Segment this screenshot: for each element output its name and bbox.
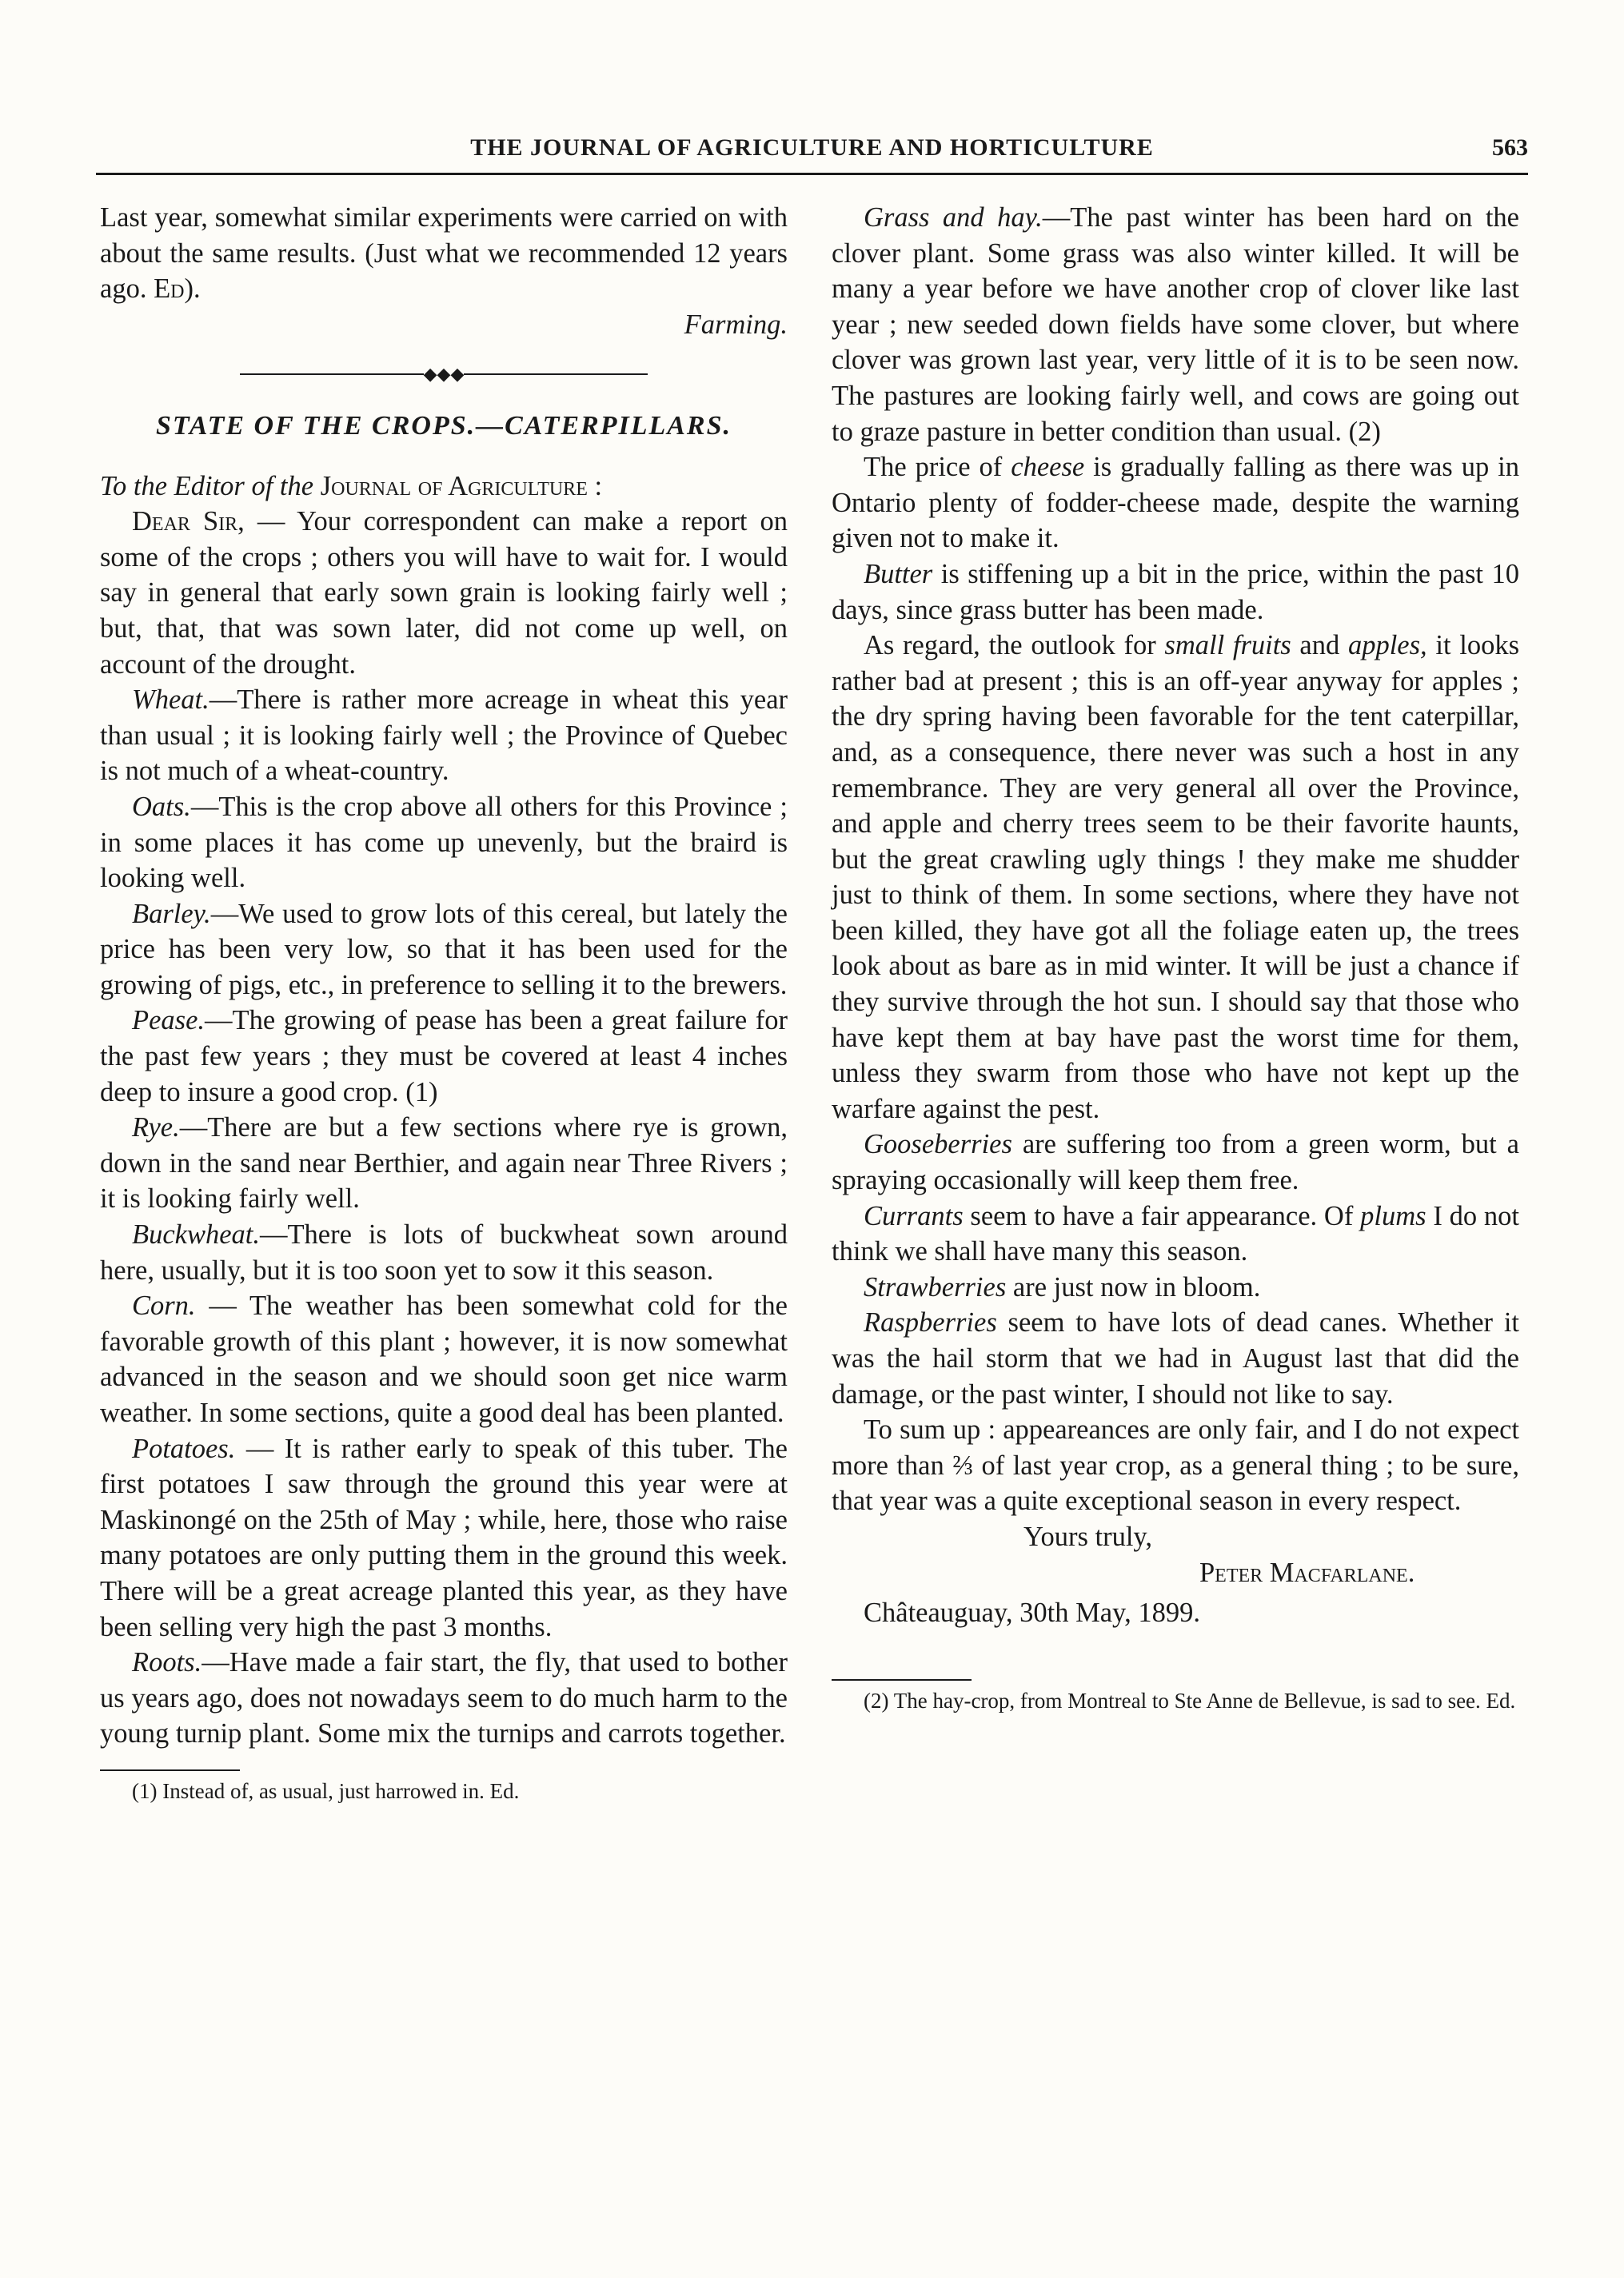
right-column: [832, 200, 1519, 1713]
running-header: [96, 128, 1528, 175]
summary-paragraph: To sum up : appeareances are only fair, and I do not expect more than ⅔ of last year crop, as a general thing ; to be sure, that year was a quite exceptional season in every respect.: [832, 1414, 1519, 1517]
page-number: 563: [1492, 134, 1528, 161]
ornamental-rule: ◆◆◆: [100, 353, 788, 393]
running-title: THE JOURNAL OF AGRICULTURE AND HORTICULTURE: [470, 134, 1154, 161]
place-date: Châteauguay, 30th May, 1899.: [864, 1598, 1200, 1629]
closing: Yours truly,: [1023, 1521, 1153, 1552]
pease-paragraph: Pease.—The growing of pease has been a great failure for the past few years ; they must be covered at least 4 inches deep to insure a good crop. (1): [100, 1005, 788, 1107]
buckwheat-paragraph: Buckwheat.—There is lots of buckwheat sown around here, usually, but it is too soon yet to sow it this season.: [100, 1219, 788, 1286]
barley-paragraph: Barley.—We used to grow lots of this cereal, but lately the price has been very low, so that it has been used for the growing of pigs, etc., in preference to selling it to the brewers.: [100, 898, 788, 1000]
roots-paragraph: Roots.—Have made a fair start, the fly, that used to bother us years ago, does not nowadays seem to do much harm to the young turnip plant. Some mix the turnips and carrots together.: [100, 1647, 788, 1749]
salutation: To the Editor of the Journal of Agriculture :: [100, 470, 603, 501]
opening-paragraph: Dear Sir, — Your correspondent can make a report on some of the crops ; others you will have to wait for. I would say in general that early sown grain is looking fairly well ; but, that, that was sown later, did not come up well, on account of the drought.: [100, 506, 788, 680]
raspberries-paragraph: Raspberries seem to have lots of dead canes. Whether it was the hail storm that we had in August last that did the damage, or the past winter, I should not like to say.: [832, 1307, 1519, 1410]
corn-paragraph: Corn. — The weather has been somewhat cold for the favorable growth of this plant ; however, it is now somewhat advanced in the season and we should soon get nice warm weather. In some sections, quite a good deal has been planted.: [100, 1291, 788, 1428]
footnote-rule: [100, 1769, 240, 1771]
grass-paragraph: Grass and hay.—The past winter has been hard on the clover plant. Some grass was also winter killed. It will be many a year before we have another crop of clover like last year ; new seeded down fields have some clover, but where clover was grown last year, very little of it is to be seen now. The pastures are looking fairly well, and cows are going out to graze pasture in better condition than usual. (2): [832, 202, 1519, 447]
butter-paragraph: Butter is stiffening up a bit in the price, within the past 10 days, since grass butter has been made.: [832, 558, 1519, 625]
gooseberries-paragraph: Gooseberries are suffering too from a green worm, but a spraying occasionally will keep them free.: [832, 1129, 1519, 1196]
cheese-paragraph: The price of cheese is gradually falling as there was up in Ontario plenty of fodder-cheese made, despite the warning given not to make it.: [832, 452, 1520, 554]
strawberries-paragraph: Strawberries are just now in bloom.: [864, 1271, 1261, 1303]
fruits-paragraph: As regard, the outlook for small fruits and apples, it looks rather bad at present ; this is an off-year anyway for apples ; the dry spring having been favorable for the tent caterpillar, and, as a consequence, there never was such a host in any remembrance. They are very general all over the Province, and apple and cherry trees seem to be their favorite haunts, but the great crawling ugly things ! they make me shudder just to think of them. In some sections, where they have not been killed, they have got all the foliage eaten up, the trees look about as bare as in mid winter. It will be just a chance if they survive through the hot sun. I should say that those who have kept them at bay have past the worst time for them, unless they swarm from those who have not kept up the warfare against the pest.: [832, 630, 1519, 1124]
wheat-paragraph: Wheat.—There is rather more acreage in wheat this year than usual ; it is looking fairly well ; the Province of Quebec is not much of a wheat-country.: [100, 684, 788, 787]
footnote-rule: [832, 1679, 972, 1681]
left-column: [100, 200, 788, 1803]
article-heading: STATE OF THE CROPS.—CATERPILLARS.: [155, 410, 732, 441]
footnote-2: (2) The hay-crop, from Montreal to Ste Anne de Bellevue, is sad to see. Ed.: [864, 1688, 1516, 1713]
footnote-1: (1) Instead of, as usual, just harrowed in. Ed.: [132, 1778, 520, 1803]
source-credit: Farming.: [684, 309, 788, 340]
intro-paragraph: Last year, somewhat similar experiments were carried on with about the same results. (Just what we recommended 12 years ago. Ed).: [100, 202, 788, 305]
potatoes-paragraph: Potatoes. — It is rather early to speak of this tuber. The first potatoes I saw through the ground this year were at Maskinongé on the 25th of May ; while, here, those who raise many potatoes are only putting them in the ground this week. There will be a great acreage planted this year, as they have been selling very high the past 3 months.: [100, 1433, 788, 1642]
signature: Peter Macfarlane.: [1199, 1557, 1415, 1588]
rye-paragraph: Rye.—There are but a few sections where rye is grown, down in the sand near Berthier, and again near Three Rivers ; it is looking fairly well.: [100, 1112, 788, 1215]
oats-paragraph: Oats.—This is the crop above all others for this Province ; in some places it has come up unevenly, but the braird is looking well.: [100, 791, 788, 894]
currants-paragraph: Currants seem to have a fair appearance. Of plums I do not think we shall have many this season.: [832, 1200, 1520, 1267]
